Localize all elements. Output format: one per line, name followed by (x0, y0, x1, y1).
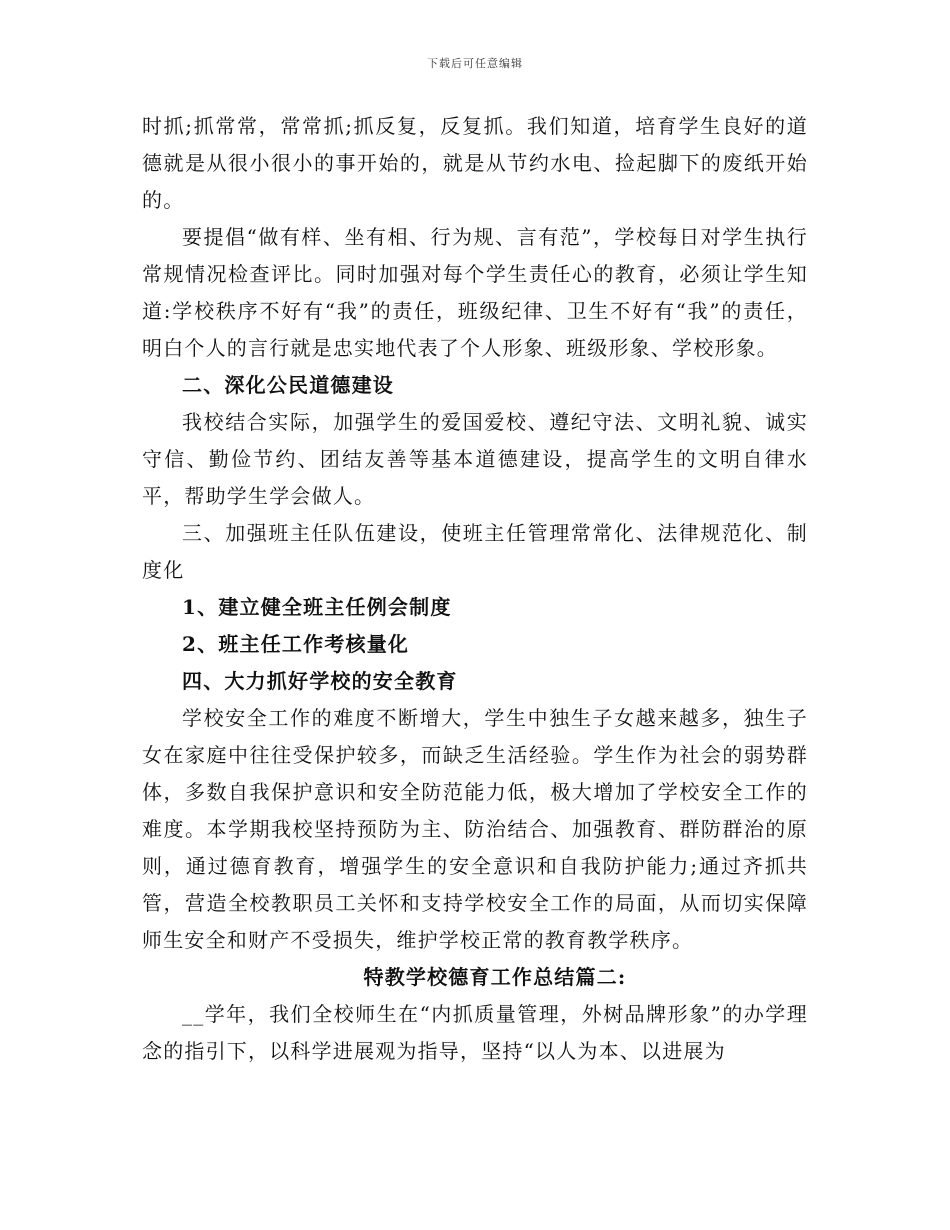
paragraph-2: 要提倡“做有样、坐有相、行为规、言有范”，学校每日对学生执行常规情况检查评比。同时加强对每个学生责任心的教育，必须让学生知道:学校秩序不好有“我”的责任，班级纪律、卫生不好有“我”的责任，明白个人的言行就是忠实地代表了个人形象、班级形象、学校形象。 (142, 225, 808, 360)
section-heading-2: 二、深化公民道德建设 (182, 373, 394, 397)
subheading-3-2: 2、班主任工作考核量化 (182, 632, 410, 656)
paragraph-3: 我校结合实际，加强学生的爱国爱校、遵纪守法、文明礼貌、诚实守信、勤俭节约、团结友善等基本道德建设，提高学生的文明自律水平，帮助学生学会做人。 (142, 410, 808, 508)
paragraph-4: 学校安全工作的难度不断增大，学生中独生子女越来越多，独生子女在家庭中往往受保护较多，而缺乏生活经验。学生作为社会的弱势群体，多数自我保护意识和安全防范能力低，极大增加了学校安全工作的难度。本学期我校坚持预防为主、防治结合、加强教育、群防群治的原则，通过德育教育，增强学生的安全意识和自我防护能力;通过齐抓共管，营造全校教职员工关怀和支持学校安全工作的局面，从而切实保障师生安全和财产不受损失，维护学校正常的教育教学秩序。 (142, 706, 808, 952)
section-heading-3: 三、加强班主任队伍建设，使班主任管理常常化、法律规范化、制度化 (142, 521, 808, 582)
paragraph-5: __学年，我们全校师生在“内抓质量管理，外树品牌形象”的办学理念的指引下，以科学进展观为指导，坚持“以人为本、以进展为 (142, 1002, 808, 1063)
document-body (142, 108, 808, 1070)
section-heading-4: 四、大力抓好学校的安全教育 (182, 669, 458, 693)
article-title-2: 特教学校德育工作总结篇二: (363, 965, 627, 989)
page-header: 下载后可任意编辑 (427, 57, 523, 70)
subheading-3-1: 1、建立健全班主任例会制度 (182, 595, 452, 619)
paragraph-1: 时抓;抓常常，常常抓;抓反复，反复抓。我们知道，培育学生良好的道德就是从很小很小的事开始的，就是从节约水电、捡起脚下的废纸开始的。 (142, 114, 808, 212)
